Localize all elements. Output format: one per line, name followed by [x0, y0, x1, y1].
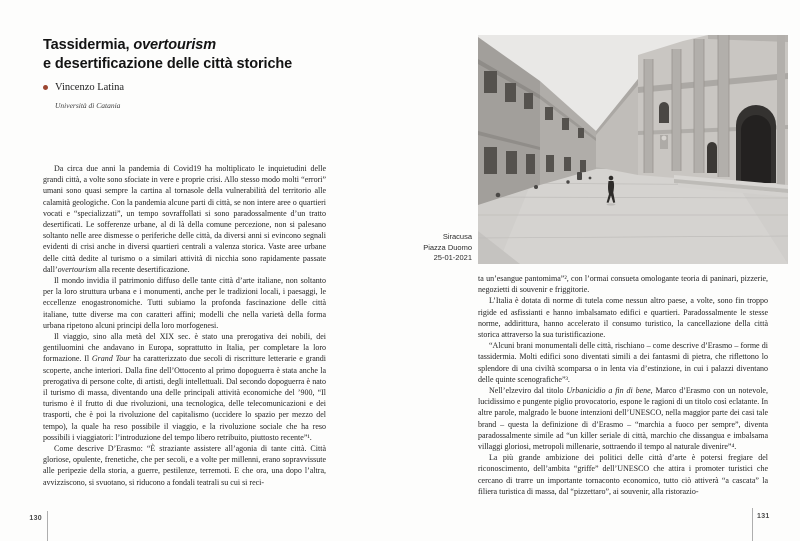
- paragraph: “Alcuni brani monumentali delle città, rischiano – come descrive d’Erasmo – forme di tassidermia. Molti edifici sono diventati simili a dei fantasmi di pietra, che riflettono lo splendore di una civiltà scomparsa o in lenta via d’estinzione, in cui i palazzi diventano delle quinte scenografiche”³.: [478, 341, 768, 384]
- paragraph: ta un’esangue pantomima”², con l’ormai consueta omologante teoria di paninari, pizzerie, negozietti di souvenir e friggitorie.: [478, 274, 768, 295]
- page-number-left: 130: [29, 515, 42, 522]
- caption-date: 25-01-2021: [433, 253, 472, 262]
- author-bullet-icon: [43, 85, 48, 90]
- paragraph: Come descrive D’Erasmo: “È straziante assistere all’agonia di tante città. Città gloriose, opulente, frenetiche, che per secoli, e a volte per millenni, erano sopravvissute alle peripezie della storia, a guerre, pestilenze, terremoti. E che ora, una dopo l’altra, avvizziscono, si svuotano, si riducono a fondali teatrali su cui si reci-: [43, 444, 326, 487]
- article-title: [43, 36, 373, 74]
- caption-location: Piazza Duomo: [423, 242, 472, 252]
- article-title-line1: Tassidermia, overtourism: [43, 37, 217, 53]
- paragraph: Da circa due anni la pandemia di Covid19 ha moltiplicato le inquietudini delle grandi città, a volte sono sfociate in vere e proprie crisi. Allo stesso modo molti “errori” umani sono quasi sempre la cartina al tornasole della vulnerabilità del territorio alle calamità geologiche. Con la pandemia alcune parti di città, se non intere aree o quartieri vocati e “specializzati”, un tempo sovraffollati si sono paradossalmente d’un tratto desertificati. Le sofferenze urbane, al di là della comune percezione, non si palesano soltanto nelle aree dismesse o periferiche delle città, da diversi anni si evincono segnali evidenti di crisi anche in diversi quartieri centrali a valenza storica. Vaste aree urbane delle città dedite al turismo o a similari attività di nicchia sono rapidamente passate dall’overtourism alla recente desertificazione.: [43, 164, 326, 274]
- left-body-text: [43, 163, 326, 488]
- right-page: [400, 0, 800, 541]
- paragraph: L’Italia è dotata di norme di tutela come nessun altro paese, a volte, sono fin troppo rigide ed asfissianti e hanno imbalsamato edifici e quartieri. Paradossalmente le stesse norme, addirittura, hanno accelerato il consumo turistico, la cancellazione della città storica attraverso la sua turistificazione.: [478, 296, 768, 340]
- piazza-duomo-photo-image: [478, 35, 788, 264]
- author-row: [43, 82, 124, 93]
- folio-rule-left: [47, 511, 48, 541]
- article-title-line2: e desertificazione delle città storiche: [43, 56, 293, 72]
- paragraph: Il mondo invidia il patrimonio diffuso delle tante città d’arte italiane, non soltanto per la loro struttura urbana e i monumenti, anche per le tradizioni locali, i paesaggi, le eccellenze enogastronomiche. Tutti subiamo la profonda fascinazione delle città italiane, tutte diverse ma con caratteri affini; modelli che nella varietà della forma urbana ripetono alcuni principi della loro morfogenesi.: [43, 276, 326, 330]
- photo-cathedral-facade: [638, 35, 788, 197]
- page-number-right: 131: [757, 513, 770, 520]
- paragraph: La più grande ambizione dei politici delle città d’arte è potersi fregiare del riconoscimento, dell’ambita “griffe” dell’UNESCO che attira i promoter turistici che cercano di trarre un importante tornaconto economico, tutto ciò attiverà “a cascata” la filiera turistica di massa, dal “pizzettaro”, ai souvenir, alla ristorazio-: [478, 453, 768, 496]
- photo-caption: [392, 232, 472, 264]
- piazza-duomo-photo: [478, 35, 788, 264]
- right-body-text: [478, 273, 768, 497]
- author-name: Vincenzo Latina: [55, 82, 125, 93]
- paragraph: Nell’elzeviro dal titolo Urbanicidio a fin di bene, Marco d’Erasmo con un notevole, lucidissimo e pungente piglio provocatorio, espone le ragioni di un titolo così eclatante. In altre parole, malgrado le buone intenzioni dell’UNESCO, nella maggior parte dei casi tale brand – questa la definizione di d’Erasmo – “marchia a fuoco per sempre”, diventa paradossalmente simile ad “un killer seriale di città, marchio che dissangua e imbalsama villaggi gloriosi, metropoli millenarie, sottraendo il tempo al naturale divenire”⁴.: [478, 386, 768, 452]
- folio-rule-right: [752, 508, 753, 541]
- paragraph: Il viaggio, sino alla metà del XIX sec. è stato una prerogativa dei nobili, dei gentiluomini che andavano in Europa, soprattutto in Italia, per completare la loro formazione. Il Grand Tour ha caratterizzato due secoli di riscritture letterarie e grandi scoperte, anche interiori. Dalla fine dell’Ottocento al primo dopoguerra è stata anche la prerogativa di persone colte, di artisti, degli intellettuali. Dal secondo dopoguerra è nato il turismo di massa, diventando una delle principali attività economiche del ’900, “Il turismo è il frutto di due rivoluzioni, una tecnologica, delle telecomunicazioni e dei trasporti, che è poi la rivoluzione del capitalismo (uccidere lo spazio per mezzo del tempo), la quale ha reso possibile il viaggio, e la rivoluzione sociale che ha reso possibili i viaggiatori: l’introduzione del tempo libero retribuito, piuttosto recente”¹.: [43, 332, 327, 442]
- caption-place: Siracusa: [442, 232, 472, 241]
- author-affiliation: Università di Catania: [55, 101, 121, 110]
